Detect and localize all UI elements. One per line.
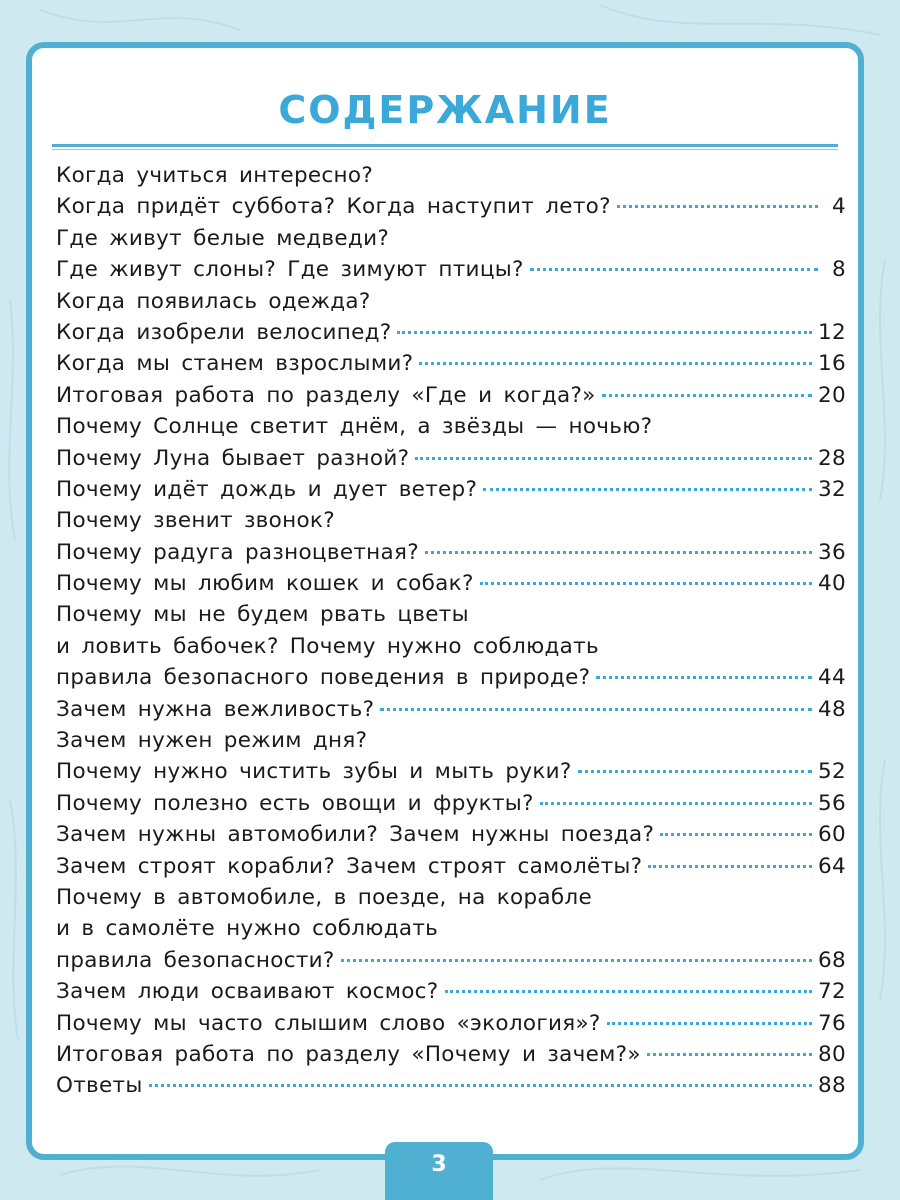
table-of-contents: [56, 160, 846, 1102]
toc-dot-leader: [596, 676, 812, 679]
toc-entry[interactable]: [56, 505, 846, 536]
toc-dot-leader: [530, 268, 818, 271]
toc-dot-leader: [425, 551, 812, 554]
page-title: СОДЕРЖАНИЕ: [278, 88, 612, 132]
toc-entry[interactable]: [56, 411, 846, 442]
toc-entry[interactable]: [56, 223, 846, 254]
toc-entry-title: Зачем нужны автомобили? Зачем нужны поезда?: [56, 822, 655, 848]
toc-dot-leader: [397, 331, 812, 334]
toc-entry-page: 16: [818, 351, 846, 377]
toc-entry-page: 36: [818, 539, 846, 565]
toc-entry-page: 80: [818, 1041, 846, 1067]
toc-dot-leader: [540, 802, 812, 805]
toc-entry[interactable]: [56, 1008, 846, 1039]
page-number-tab: [385, 1142, 493, 1200]
toc-dot-leader: [480, 582, 812, 585]
title-divider-thin: [52, 149, 838, 150]
toc-entry[interactable]: [56, 254, 846, 285]
toc-entry-title: Почему Луна бывает разной?: [56, 445, 410, 471]
toc-entry[interactable]: [56, 725, 846, 756]
toc-entry-page: 72: [818, 979, 846, 1005]
toc-entry-page: 8: [832, 257, 846, 283]
toc-entry-title: Когда придёт суббота? Когда наступит лето?: [56, 194, 611, 220]
toc-dot-leader: [341, 959, 812, 962]
toc-dot-leader: [578, 770, 812, 773]
toc-entry[interactable]: [56, 882, 846, 913]
toc-entry-page: 28: [818, 445, 846, 471]
toc-dot-leader: [607, 1022, 812, 1025]
toc-dot-leader: [483, 488, 812, 491]
toc-entry[interactable]: [56, 191, 846, 222]
toc-entry-page: 4: [832, 194, 846, 220]
toc-entry[interactable]: [56, 599, 846, 630]
toc-entry-title: Зачем нужна вежливость?: [56, 696, 375, 722]
toc-entry[interactable]: [56, 851, 846, 882]
toc-entry-title: Когда изобрели велосипед?: [56, 319, 392, 345]
toc-entry-page: 48: [818, 696, 846, 722]
toc-entry-title: Зачем люди осваивают космос?: [56, 979, 439, 1005]
toc-entry-title: Где живут белые медведи?: [56, 225, 390, 251]
toc-entry-page: 60: [818, 822, 846, 848]
toc-dot-leader: [380, 708, 812, 711]
title-divider: [52, 144, 838, 147]
toc-entry-title: правила безопасности?: [56, 947, 335, 973]
toc-dot-leader: [415, 457, 812, 460]
toc-entry[interactable]: [56, 348, 846, 379]
toc-entry-title: и ловить бабочек? Почему нужно соблюдать: [56, 633, 599, 659]
toc-entry[interactable]: [56, 788, 846, 819]
toc-entry[interactable]: [56, 317, 846, 348]
toc-entry-title: Почему нужно чистить зубы и мыть руки?: [56, 759, 572, 785]
toc-entry-title: Почему звенит звонок?: [56, 508, 335, 534]
page-number: 3: [431, 1152, 447, 1177]
toc-entry-title: Зачем нужен режим дня?: [56, 728, 368, 754]
toc-entry[interactable]: [56, 913, 846, 944]
toc-entry[interactable]: [56, 945, 846, 976]
toc-entry-title: Ответы: [56, 1073, 143, 1099]
toc-entry-page: 44: [818, 665, 846, 691]
toc-entry[interactable]: [56, 1039, 846, 1070]
toc-dot-leader: [660, 833, 812, 836]
toc-entry-title: Почему Солнце светит днём, а звёзды — ночью?: [56, 414, 653, 440]
toc-entry-title: правила безопасного поведения в природе?: [56, 665, 591, 691]
toc-entry[interactable]: [56, 568, 846, 599]
toc-entry-page: 56: [818, 790, 846, 816]
contents-panel: [26, 42, 864, 1160]
toc-entry-title: Зачем строят корабли? Зачем строят самолёты?: [56, 853, 643, 879]
toc-dot-leader: [445, 990, 813, 993]
toc-entry-page: 32: [818, 476, 846, 502]
toc-entry-title: и в самолёте нужно соблюдать: [56, 916, 439, 942]
toc-dot-leader: [602, 394, 812, 397]
toc-entry[interactable]: [56, 756, 846, 787]
toc-entry-title: Когда учиться интересно?: [56, 163, 374, 188]
toc-entry-page: 64: [818, 853, 846, 879]
toc-entry[interactable]: [56, 160, 846, 191]
toc-dot-leader: [419, 362, 812, 365]
toc-entry-title: Итоговая работа по разделу «Почему и зачем?»: [56, 1041, 641, 1067]
toc-entry[interactable]: [56, 380, 846, 411]
toc-entry-page: 40: [818, 571, 846, 597]
toc-dot-leader: [647, 1053, 812, 1056]
toc-entry-page: 52: [818, 759, 846, 785]
toc-entry-page: 68: [818, 947, 846, 973]
toc-entry-title: Где живут слоны? Где зимуют птицы?: [56, 257, 524, 283]
toc-entry-title: Почему радуга разноцветная?: [56, 539, 419, 565]
toc-entry-page: 12: [818, 319, 846, 345]
toc-entry[interactable]: [56, 694, 846, 725]
toc-entry[interactable]: [56, 1070, 846, 1101]
toc-entry-title: Почему идёт дождь и дует ветер?: [56, 476, 478, 502]
toc-entry-page: 20: [818, 382, 846, 408]
toc-dot-leader: [149, 1084, 812, 1087]
toc-entry-title: Когда мы станем взрослыми?: [56, 351, 414, 377]
toc-entry-title: Когда появилась одежда?: [56, 288, 371, 314]
toc-entry[interactable]: [56, 819, 846, 850]
toc-entry[interactable]: [56, 286, 846, 317]
toc-entry[interactable]: [56, 662, 846, 693]
toc-entry-title: Почему мы не будем рвать цветы: [56, 602, 469, 628]
toc-entry[interactable]: [56, 537, 846, 568]
toc-entry-title: Почему мы часто слышим слово «экология»?: [56, 1010, 601, 1036]
toc-entry-title: Почему в автомобиле, в поезде, на корабле: [56, 884, 592, 910]
toc-entry-title: Почему мы любим кошек и собак?: [56, 571, 474, 597]
toc-entry-title: Итоговая работа по разделу «Где и когда?»: [56, 382, 596, 408]
toc-dot-leader: [617, 205, 818, 208]
toc-entry[interactable]: [56, 474, 846, 505]
toc-entry-title: Почему полезно есть овощи и фрукты?: [56, 790, 534, 816]
toc-entry[interactable]: [56, 443, 846, 474]
toc-entry-page: 76: [818, 1010, 846, 1036]
toc-dot-leader: [648, 865, 812, 868]
toc-entry-page: 88: [818, 1073, 846, 1099]
toc-entry[interactable]: [56, 976, 846, 1007]
toc-entry[interactable]: [56, 631, 846, 662]
